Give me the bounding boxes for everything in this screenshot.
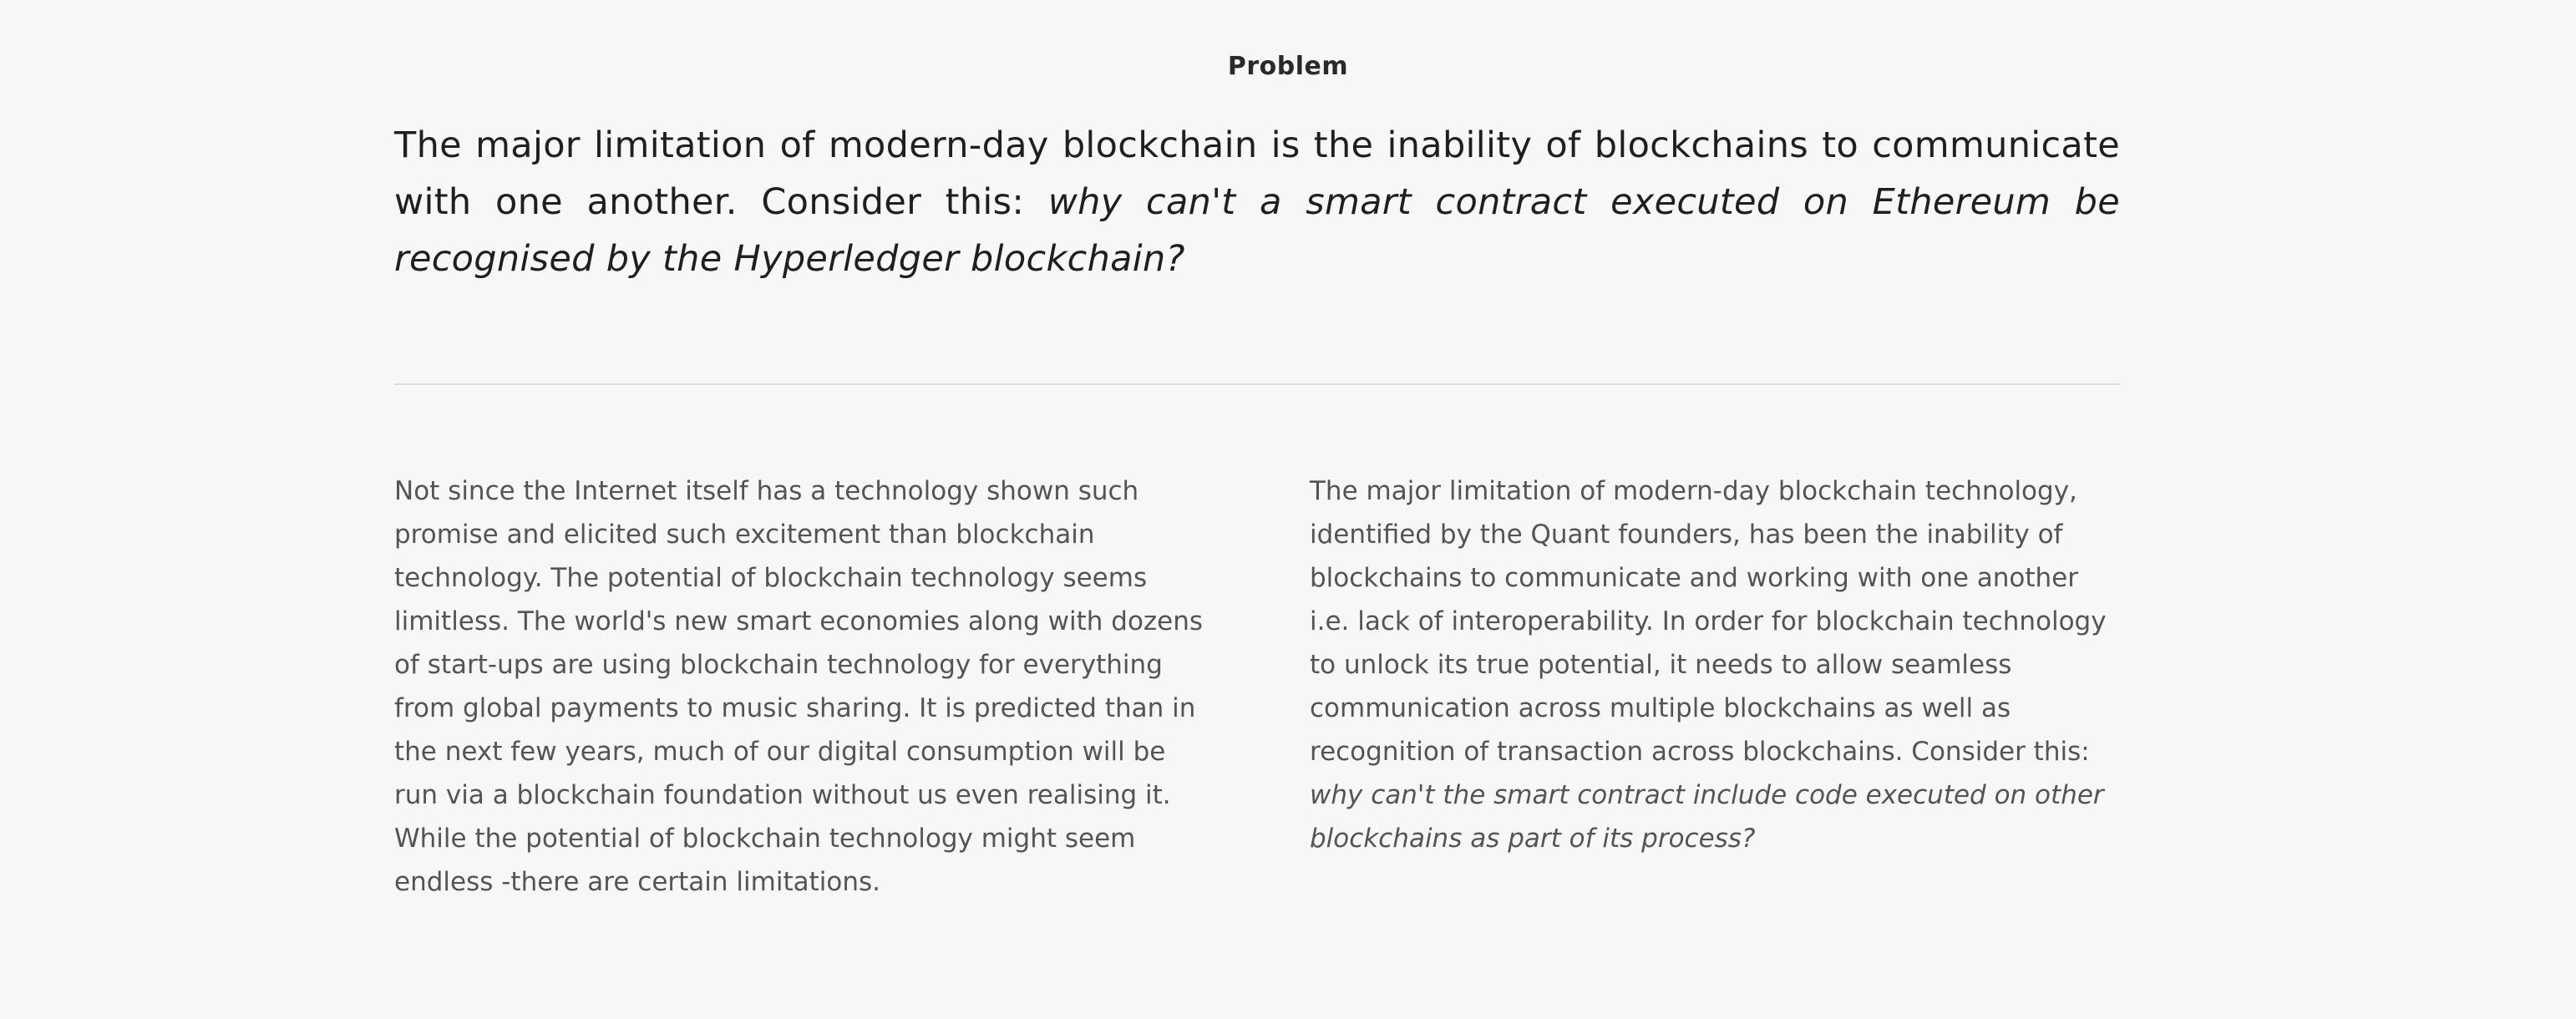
- right-column-paragraph: [1310, 469, 2120, 860]
- right-column-text: The major limitation of modern-day blockchain technology, identified by the Quant founders, has been the inability of blockchains to communicate and working with one another i.e. lack of interoperability. In order for blockchain technology to unlock its true potential, it needs to allow seamless communication across multiple blockchains as well as recognition of transaction across blockchains. Consider this:: [1310, 476, 2107, 767]
- right-column-emphasis: why can't the smart contract include code executed on other blockchains as part of its process?: [1310, 780, 2104, 854]
- section-eyebrow: Problem: [1227, 52, 1349, 81]
- lead-emphasis: why can't a smart contract executed on Ethereum be recognised by the Hyperledger blockchain?: [394, 181, 2120, 280]
- section-divider: [394, 383, 2120, 385]
- left-column-paragraph: Not since the Internet itself has a technology shown such promise and elicited such excitement than blockchain technology. The potential of blockchain technology seems limitless. The world's new smart economies along with dozens of start-ups are using blockchain technology for everything from global payments to music sharing. It is predicted than in the next few years, much of our digital consumption will be run via a blockchain foundation without us even realising it. While the potential of blockchain technology might seem endless -there are certain limitations.: [394, 476, 1204, 897]
- lead-statement: [394, 117, 2120, 287]
- lead-text: The major limitation of modern-day blockchain is the inability of blockchains to communicate with one another. Consider this:: [394, 124, 2120, 223]
